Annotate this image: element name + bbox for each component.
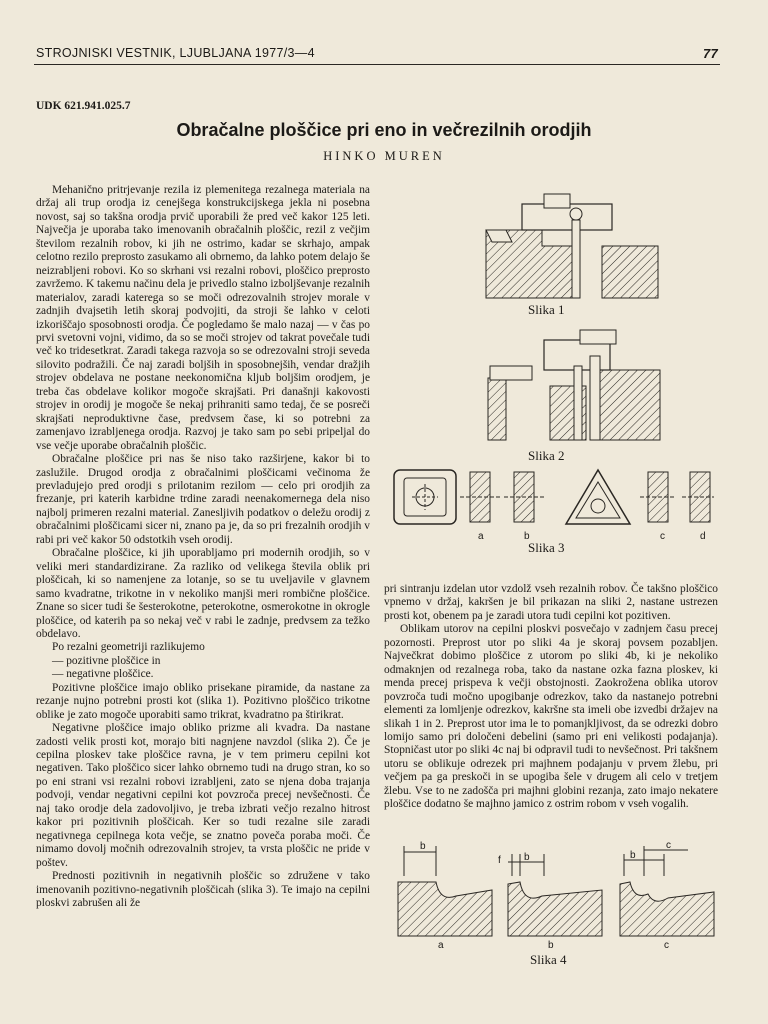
figure-3-caption: Slika 3 bbox=[528, 540, 565, 555]
list-item: — negativne ploščice. bbox=[52, 668, 154, 681]
figure-4-dim-c: c bbox=[666, 840, 671, 851]
figure-3-insert-shapes bbox=[390, 466, 716, 528]
paragraph: pri sintranju izdelan utor vzdolž vseh rezalnih robov. Če takšno ploščico vpnemo v držaj, kakršen je bil prikazan na sliki 2, nastane ustrezen prosti kot, obenem pa je zaradi utora tudi cepilni kot pozitiven. bbox=[384, 583, 718, 622]
square-insert bbox=[394, 470, 456, 524]
figure-4-dim-b-b: b bbox=[524, 852, 530, 863]
paragraph: Pozitivne ploščice imajo obliko prisekane piramide, da nastane za rezanje nujno potrebni prosti kot (slika 1). Pozitivno ploščico trikotne oblike je zato mogoče uporabiti samo trikrat, kvadratno pa štirikrat. bbox=[36, 681, 370, 721]
figure-2-tool-holder bbox=[486, 326, 662, 440]
udk-code: UDK 621.941.025.7 bbox=[36, 100, 131, 112]
figure-4-label-c: c bbox=[664, 940, 669, 951]
running-header bbox=[36, 46, 718, 60]
author-name: HINKO MUREN bbox=[323, 149, 445, 163]
paragraph: Obračalne ploščice pri nas še niso tako razširjene, kakor bi to zaslužile. Drugod orodja z obračalnimi ploščicami večinoma že prevladujejo pred orodji s prilotanim rezilom — celo pri orodjih za frezanje, pri katerih karbidne trdine zaradi neenakomernega dela niso najbolj primeren rezalni material. Zanesljivih podatkov o deležu orodij z obračalnimi ploščicami sicer ni, znano pa je, da so pri frezalnih orodjih v rabi pri več kakor 50 odstotkih vseh orodij. bbox=[36, 453, 370, 546]
figure-1-tool-holder bbox=[482, 190, 662, 298]
figure-3-label-d: d bbox=[700, 531, 706, 542]
figure-4-dim-f: f bbox=[498, 855, 501, 866]
paragraph: Negativne ploščice imajo obliko prizme ali kvadra. Da nastane zadosti velik prosti kot, morajo biti nagnjene navzdol (slika 2). Če je cepilna ploskev take ploščice ravna, je v tem primeru cepilni kot negativen. Tako ploščico sicer lahko obrnemo tudi na drugo stran, ko so po eni strani vsi rezalni robovi izrabljeni, zato se njena doba trajanja podvoji, vendar negativni cepilni kot povzroča precej nevšečnosti. Če naj tako orodje dela zadovoljivo, je treba izbrati večjo rezalno hitrost kakor pri pozitivnih ploščicah. Ker so tudi rezalne sile zaradi negativnega cepilnega kota večje, se znatno poveča poraba moči. Če nimamo dovolj močnih odrezovalnih strojev, ta vrsta ploščic ne pride v poštev. bbox=[36, 722, 370, 869]
figure-4-label-a: a bbox=[438, 940, 444, 951]
paragraph: Obračalne ploščice, ki jih uporabljamo pri modernih orodjih, so v veliki meri standardizirane. Za razliko od velikega števila oblik pri ploščicah, ki so namenjene za lotanje, so se tu uveljavile v glavnem samo kvadratne, trikotne in v nekoliko manjši meri rombične ploščice. Znane so sicer tudi še šesterokotne, peterokotne, osmerokotne in okrogle ploščice, od katerih pa so nekaj več v rabi le zadnje, predvsem za težko obdelavo. bbox=[36, 547, 370, 640]
figure-3-label-c: c bbox=[660, 531, 665, 542]
triangular-insert bbox=[566, 470, 630, 524]
paragraph: Oblikam utorov na cepilni ploskvi posvečajo v zadnjem času precej pozornosti. Preprost utor po sliki 4a je skoraj povsem pozabljen. Največkrat dobimo ploščice z utorom po sliki 4b, ki je nekoliko odmaknjen od rezalnega roba, tako da nastane ozka fazna ploskev, ki menda precej prispeva k večji obstojnosti. Zaokrožena oblika utorov povzroča tudi močno upogibanje odrezkov, tako da nastanejo potrebni elementi za lomljenje odrezkov, kakršne sta imeli obe izvedbi držajev na slikah 1 in 2. Preprost utor ima le to pomanjkljivost, da se odrezki dobro lomijo samo pri določeni debelini (samo pri eni velikosti podajanja). Stopničast utor po sliki 4c naj bi odpravil tudi to nevšečnost. Pri takšnem utoru se oblikuje odrezek pri majhnem podajanju v prvem žlebu, pri večjem pa ga preskoči in se upogiba šele v drugem ali celo v tretjem žlebu. Vse to ne zadošča pri majhni globini rezanja, zato imajo nekatere ploščice dodatno še majhno jamico z ostrim robom v vseh vogalih. bbox=[384, 623, 718, 811]
left-column bbox=[36, 184, 370, 910]
groove-profile-b bbox=[508, 854, 602, 936]
figure-4-caption: Slika 4 bbox=[530, 952, 567, 967]
paragraph: Prednosti pozitivnih in negativnih ploščic so združene v tako imenovanih pozitivno-negativnih ploščicah (slika 3). Te imajo na cepilni ploskvi zabrušen ali že bbox=[36, 870, 370, 910]
figure-3-label-a: a bbox=[478, 531, 484, 542]
paragraph: Po rezalni geometriji razlikujemo bbox=[52, 641, 205, 654]
figure-4-dim-b-a: b bbox=[420, 841, 426, 852]
figure-4-label-b: b bbox=[548, 940, 554, 951]
groove-profile-a bbox=[398, 846, 492, 936]
figure-4-groove-profiles bbox=[396, 846, 716, 936]
figure-1-caption: Slika 1 bbox=[528, 302, 565, 317]
right-column bbox=[384, 583, 718, 812]
header-rule bbox=[34, 64, 720, 65]
figure-3-label-b: b bbox=[524, 531, 530, 542]
figure-4-dim-b-c: b bbox=[630, 850, 636, 861]
article-title: Obračalne ploščice pri eno in večrezilnih orodjih bbox=[176, 120, 592, 140]
paragraph: Mehanično pritrjevanje rezila iz plemenitega rezalnega materiala na držaj ali trup orodja iz cenejšega konstrukcijskega jekla ni posebna novost, saj so takšna orodja prvič uporabili že pred več kakor 125 leti. Največja je uporaba tako imenovanih obračalnih ploščic, rezil z večjim številom rezalnih robov, ki jih ne ostrimo, kadar se skrhajo, ampak celotno rezilo preprosto zasukamo ali obrnemo, da lahko potem delajo še neizrabljeni robovi. Ko so skrhani vsi rezalni robovi, ploščico preprosto zavržemo. K takemu načinu dela je privedlo stalno izboljševanje rezalnih materialov, zaradi katerega so se moči odrezovalnih strojev morale v zadnjih dvajsetih letih skoraj podvojiti, da stroji še lahko v celoti izkoriščajo sposobnosti orodja. Če pogledamo še malo nazaj — v čas po prvi svetovni vojni, vidimo, da so se moči strojev od takrat povečale tudi več ko tridesetkrat. Zaradi takega razvoja so se odrezovalni stroji seveda silovito podražili. Če naj zaradi boljših in sposobnejših, vendar dražjih strojev obdelava ne postane neekonomična kljub boljšim orodjem, je treba čas obdelave kolikor mogoče skrajšati. Pri današnji kakovosti strojev in orodij je mogoče še nekaj prihraniti samo tedaj, če se posreči skrajšati neproduktivne čase, predvsem čase, ki so potrebni za zamenjavo izrabljenega orodja. Razvoj je tako sam po sebi pripeljal do vse večje uporabe obračalnih ploščic. bbox=[36, 184, 370, 452]
journal-name: STROJNISKI VESTNIK, LJUBLJANA 1977/3—4 bbox=[36, 46, 315, 60]
page-number: 77 bbox=[702, 46, 718, 61]
figure-2-caption: Slika 2 bbox=[528, 448, 565, 463]
list-item: — pozitivne ploščice in bbox=[52, 654, 161, 667]
